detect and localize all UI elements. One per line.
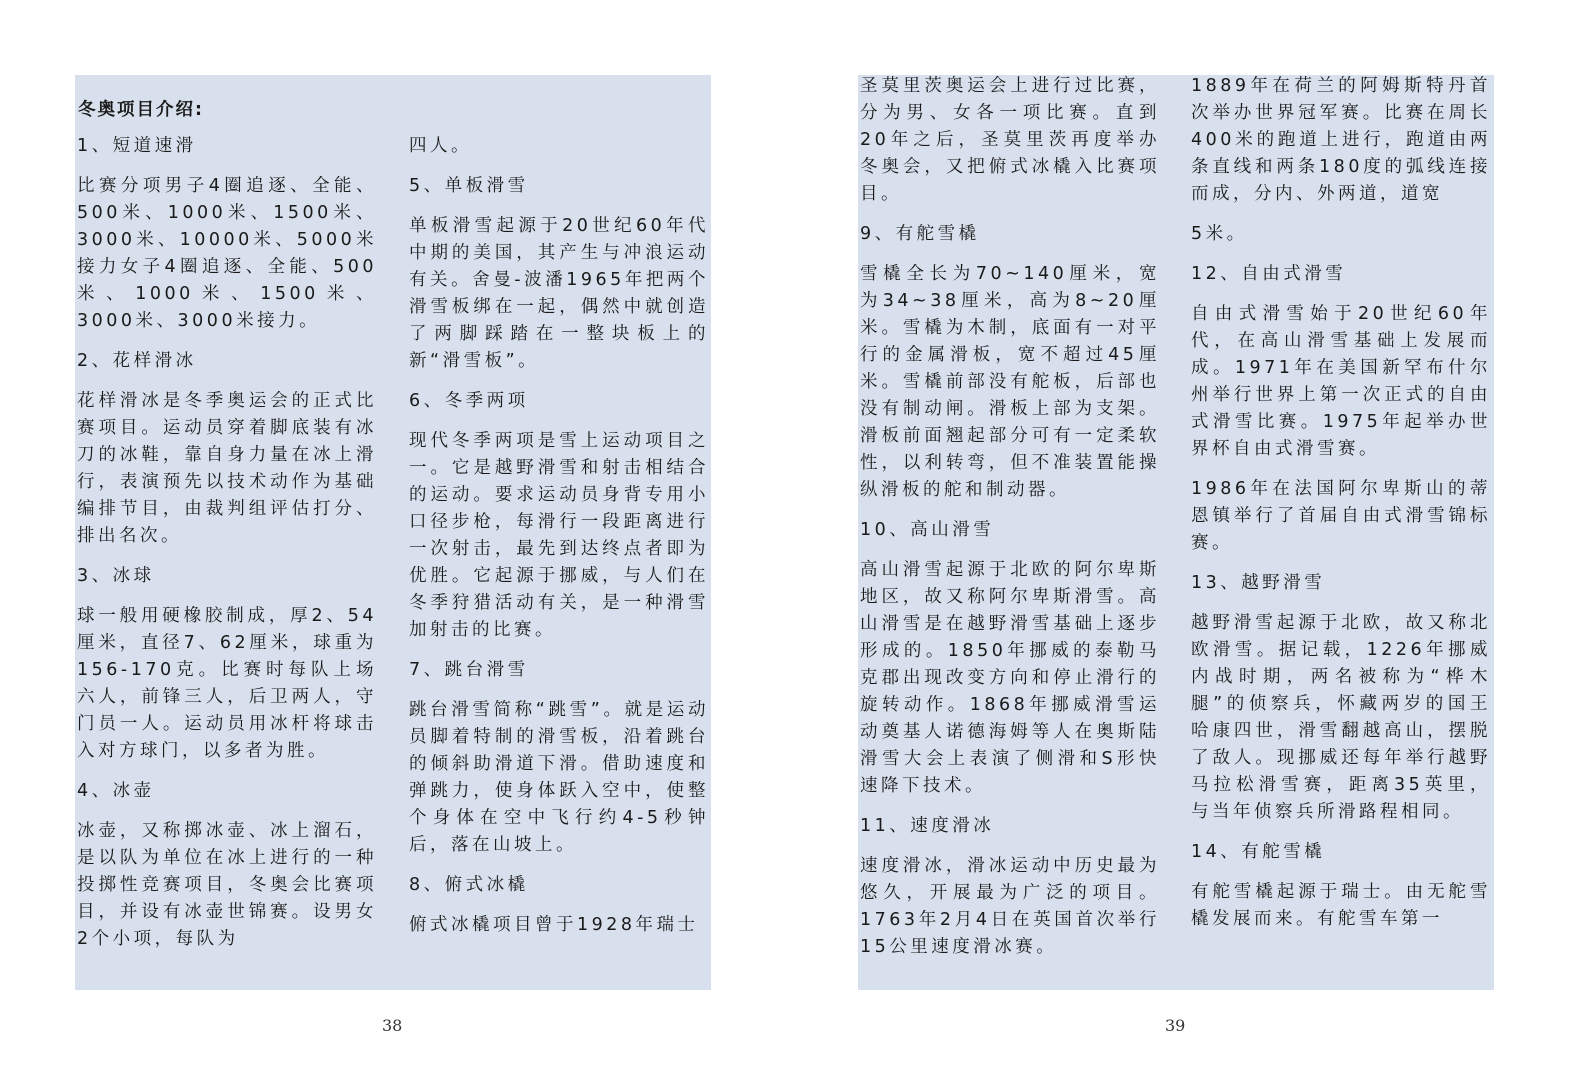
paragraph: 跳台滑雪简称“跳雪”。就是运动员脚着特制的滑雪板，沿着跳台的倾斜助滑道下滑。借助速度和弹跳力，使身体跃入空中，使整个身体在空中飞行约4-5秒钟后，落在山坡上。 [409,700,709,855]
paragraph: 越野滑雪起源于北欧，故又称北欧滑雪。据记载，1226年挪威内战时期，两名被称为“桦木腿”的侦察兵，怀藏两岁的国王哈康四世，滑雪翻越高山，摆脱了敌人。现挪威还每年举行越野马拉松滑雪赛，距离35英里，与当年侦察兵所滑路程相同。 [1191,613,1491,822]
paragraph: 俯式冰橇项目曾于1928年瑞士 [409,915,699,935]
column-4 [1191,73,1491,946]
section-heading: 5、单板滑雪 [409,176,529,196]
column-2 [409,133,709,952]
paragraph: 1889年在荷兰的阿姆斯特丹首次举办世界冠军赛。比赛在周长400米的跑道上进行，跑道由两条直线和两条180度的弧线连接而成，分内、外两道，道宽 [1191,76,1491,204]
paragraph: 有舵雪橇起源于瑞士。由无舵雪橇发展而来。有舵雪车第一 [1191,882,1491,929]
paragraph: 速度滑冰，滑冰运动中历史最为悠久，开展最为广泛的项目。1763年2月4日在英国首次举行15公里速度滑冰赛。 [860,856,1160,957]
paragraph: 四人。 [409,136,472,156]
section-heading: 10、高山滑雪 [860,520,995,540]
section-heading: 7、跳台滑雪 [409,660,529,680]
paragraph: 球一般用硬橡胶制成，厚2、54厘米，直径7、62厘米，球重为156-170克。比赛时每队上场六人，前锋三人，后卫两人，守门员一人。运动员用冰杆将球击入对方球门，以多者为胜。 [77,606,377,761]
section-heading: 11、速度滑冰 [860,816,995,836]
paragraph: 1986年在法国阿尔卑斯山的蒂恩镇举行了首届自由式滑雪锦标赛。 [1191,479,1491,553]
section-heading: 8、俯式冰橇 [409,875,529,895]
page-number-left: 38 [382,1016,403,1035]
paragraph: 高山滑雪起源于北欧的阿尔卑斯地区，故又称阿尔卑斯滑雪。高山滑雪是在越野滑雪基础上逐步形成的。1850年挪威的泰勒马克郡出现改变方向和停止滑行的旋转动作。1868年挪威滑雪运动奠基人诺德海姆等人在奥斯陆滑雪大会上表演了侧滑和S形快速降下技术。 [860,560,1160,796]
section-heading: 4、冰壶 [77,781,155,801]
section-heading: 14、有舵雪橇 [1191,842,1326,862]
paragraph: 雪橇全长为70~140厘米，宽为34~38厘米，高为8~20厘米。雪橇为木制，底面有一对平行的金属滑板，宽不超过45厘米。雪橇前部没有舵板，后部也没有制动闸。滑板上部为支架。滑板前面翘起部分可有一定柔软性，以利转弯，但不准装置能操纵滑板的舵和制动器。 [860,264,1160,500]
section-heading: 1、短道速滑 [77,136,197,156]
paragraph: 5米。 [1191,224,1248,244]
paragraph: 冰壶，又称掷冰壶、冰上溜石，是以队为单位在冰上进行的一种投掷性竞赛项目，冬奥会比赛项目，并设有冰壶世锦赛。设男女2个小项，每队为 [77,821,377,949]
section-heading: 6、冬季两项 [409,391,529,411]
section-heading: 13、越野滑雪 [1191,573,1326,593]
paragraph: 花样滑冰是冬季奥运会的正式比赛项目。运动员穿着脚底装有冰刀的冰鞋，靠自身力量在冰上滑行，表演预先以技术动作为基础编排节目，由裁判组评估打分、排出名次。 [77,391,377,546]
page-title: 冬奥项目介绍: [78,100,204,120]
paragraph: 比赛分项男子4圈追逐、全能、500米、1000米、1500米、3000米、10000米、5000米接力女子4圈追逐、全能、500米、1000米、1500米、3000米、3000米接力。 [77,176,377,331]
column-1 [77,133,377,966]
paragraph: 圣莫里茨奥运会上进行过比赛，分为男、女各一项比赛。直到20年之后，圣莫里茨再度举办冬奥会，又把俯式冰橇入比赛项目。 [860,76,1160,204]
paragraph: 单板滑雪起源于20世纪60年代中期的美国，其产生与冲浪运动有关。舍曼-波潘1965年把两个滑雪板绑在一起，偶然中就创造了两脚踩踏在一整块板上的新“滑雪板”。 [409,216,709,371]
paragraph: 自由式滑雪始于20世纪60年代，在高山滑雪基础上发展而成。1971年在美国新罕布什尔州举行世界上第一次正式的自由式滑雪比赛。1975年起举办世界杯自由式滑雪赛。 [1191,304,1491,459]
paragraph: 现代冬季两项是雪上运动项目之一。它是越野滑雪和射击相结合的运动。要求运动员身背专用小口径步枪，每滑行一段距离进行一次射击，最先到达终点者即为优胜。它起源于挪威，与人们在冬季狩猎活动有关，是一种滑雪加射击的比赛。 [409,431,709,640]
section-heading: 2、花样滑冰 [77,351,197,371]
section-heading: 9、有舵雪橇 [860,224,980,244]
section-heading: 3、冰球 [77,566,155,586]
page-number-right: 39 [1165,1016,1186,1035]
section-heading: 12、自由式滑雪 [1191,264,1347,284]
column-3 [860,73,1160,974]
